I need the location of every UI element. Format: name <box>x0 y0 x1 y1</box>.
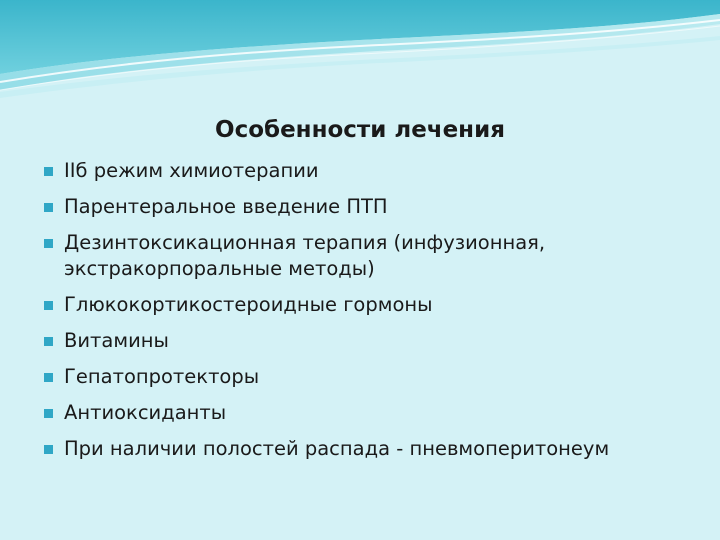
square-bullet-icon <box>44 301 53 310</box>
list-item <box>44 328 694 354</box>
list-item-text: Глюкокортикостероидные гормоны <box>64 293 433 316</box>
square-bullet-icon <box>44 337 53 346</box>
square-bullet-icon <box>44 167 53 176</box>
list-item <box>44 194 694 220</box>
list-item-text: Дезинтоксикационная терапия (инфузионная, экстракорпоральные методы) <box>64 231 546 280</box>
list-item-text: При наличии полостей распада - пневмоперитонеум <box>64 437 610 460</box>
square-bullet-icon <box>44 445 53 454</box>
list-item <box>44 400 694 426</box>
bullet-list <box>44 158 694 472</box>
list-item <box>44 436 694 462</box>
square-bullet-icon <box>44 203 53 212</box>
square-bullet-icon <box>44 239 53 248</box>
slide-title: Особенности лечения <box>215 117 505 143</box>
square-bullet-icon <box>44 373 53 382</box>
list-item <box>44 292 694 318</box>
list-item-text: Гепатопротекторы <box>64 365 260 388</box>
list-item <box>44 158 694 184</box>
square-bullet-icon <box>44 409 53 418</box>
list-item-text: Витамины <box>64 329 169 352</box>
list-item <box>44 230 694 282</box>
list-item-text: Парентеральное введение ПТП <box>64 195 388 218</box>
list-item-text: IIб режим химиотерапии <box>64 159 319 182</box>
list-item <box>44 364 694 390</box>
list-item-text: Антиоксиданты <box>64 401 227 424</box>
header-wave-decoration <box>0 0 720 120</box>
